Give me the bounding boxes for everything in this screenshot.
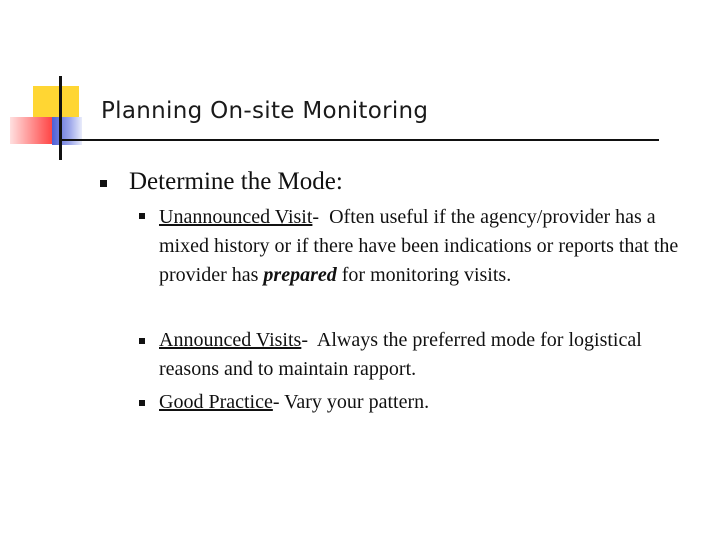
logo-vertical-line (59, 76, 62, 160)
title-underline-rule (59, 139, 659, 141)
sub-bullet-label: Unannounced Visit (159, 206, 313, 228)
slide-title: Planning On-site Monitoring (101, 98, 429, 124)
sub-bullet-unannounced (159, 203, 684, 290)
bullet-square-icon (100, 180, 107, 187)
main-bullet-text: Determine the Mode: (129, 168, 343, 195)
sub-bullet-announced (159, 326, 679, 384)
decorative-logo (0, 0, 100, 170)
emphasis-text: prepared (263, 264, 337, 286)
separator: - (301, 329, 308, 351)
sub-bullet-text: Vary your pattern. (279, 391, 430, 413)
separator: - (272, 391, 280, 413)
sub-bullet-label: Good Practice (159, 391, 273, 413)
sub-bullet-label: Announced Visits (159, 329, 302, 351)
separator: - (312, 206, 320, 228)
logo-red-gradient-bar (10, 117, 55, 144)
bullet-square-icon (139, 338, 145, 344)
sub-bullet-text: Always the preferred mode for logistical reasons and to maintain rapport. (159, 329, 647, 380)
sub-bullet-text-end: for monitoring visits. (336, 264, 512, 286)
bullet-square-icon (139, 213, 145, 219)
sub-bullet-good-practice (159, 388, 679, 417)
bullet-square-icon (139, 400, 145, 406)
sub-bullet-text: Often useful if the agency/provider has a mixed history or if there have been indications or reports that the provider has (159, 206, 684, 286)
